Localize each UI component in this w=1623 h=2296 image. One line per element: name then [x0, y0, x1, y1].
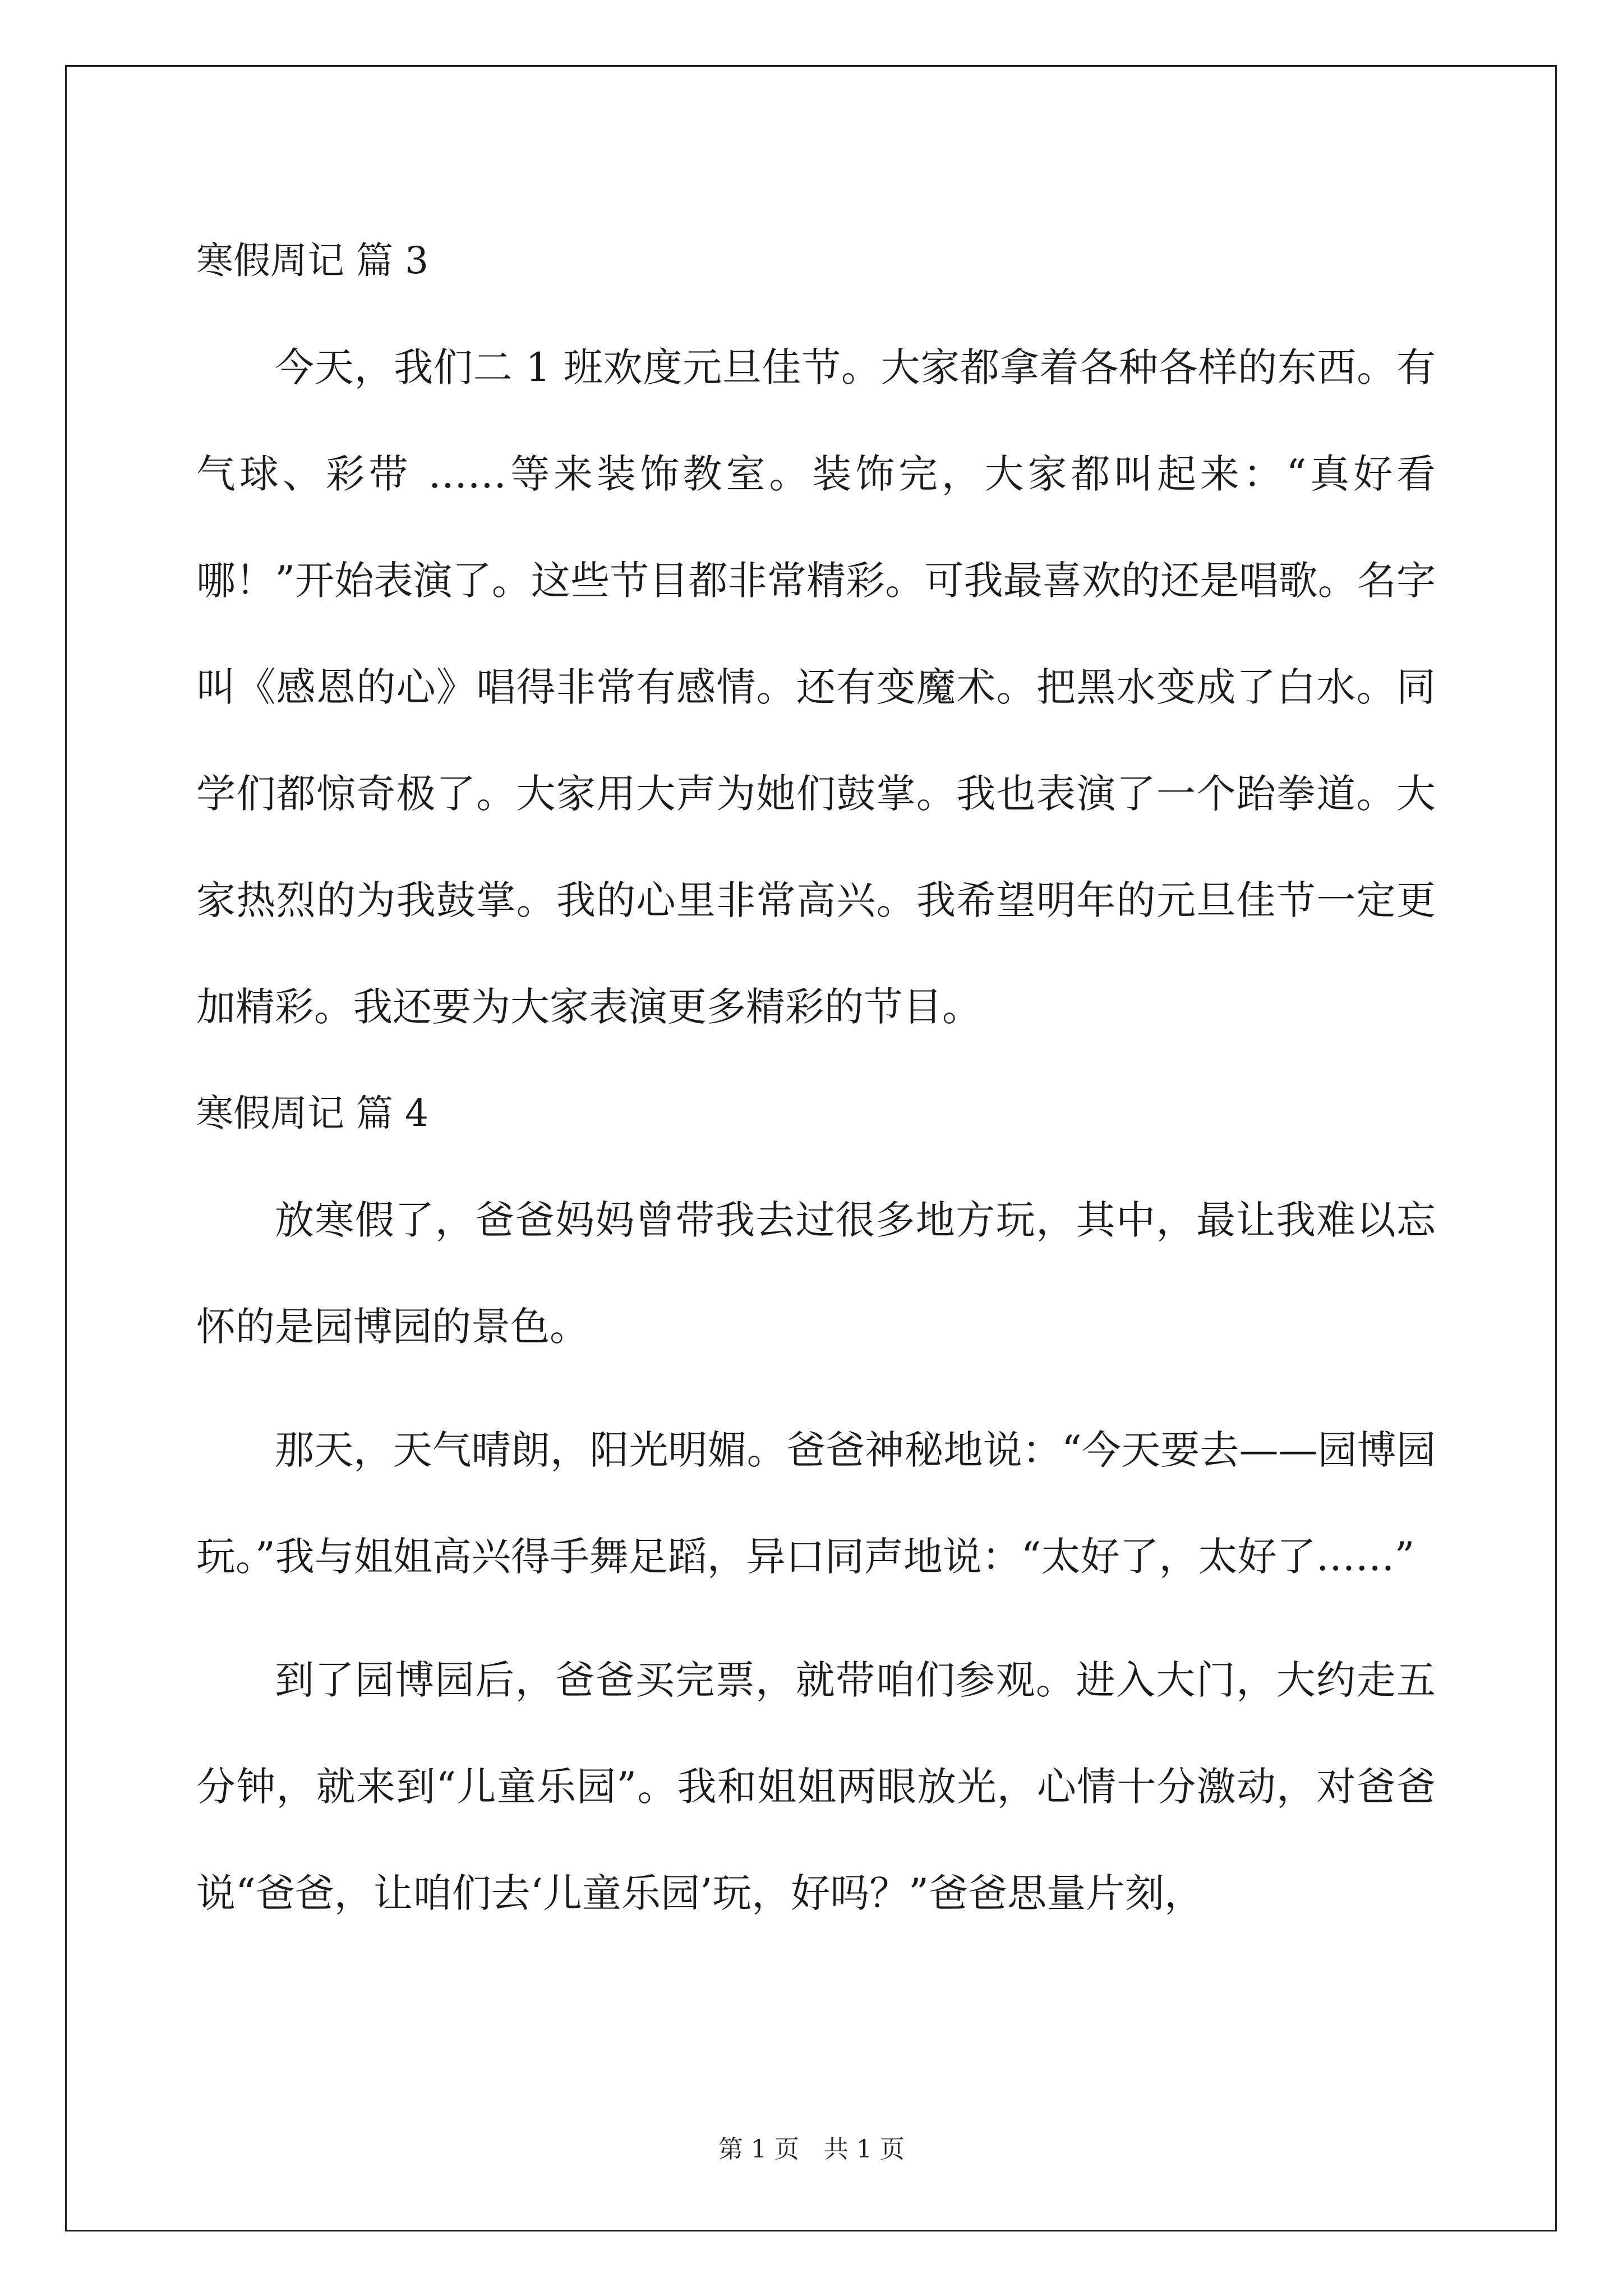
- section-heading-3: 寒假周记 篇 3: [196, 239, 428, 282]
- paragraph-gap: [196, 1610, 1436, 1627]
- paragraph-new-year: 今天，我们二 1 班欢度元旦佳节。大家都拿着各种各样的东西。有气球、彩带 ……等来装饰教室。装饰完，大家都叫起来：“真好看哪！”开始表演了。这些节目都非常精彩。可我最喜欢的还是唱歌。名字叫《感恩的心》唱得非常有感情。还有变魔术。把黑水变成了白水。同学们都惊奇极了。大家用大声为她们鼓掌。我也表演了一个跆拳道。大家热烈的为我鼓掌。我的心里非常高兴。我希望明年的元旦佳节一定更加精彩。我还要为大家表演更多精彩的节目。: [196, 344, 1436, 1030]
- paragraph-gap: [196, 1380, 1436, 1397]
- document-body: [196, 208, 1436, 1947]
- paragraph-children-park: 到了园博园后，爸爸买完票，就带咱们参观。进入大门，大约走五分钟，就来到“儿童乐园”。我和姐姐两眼放光，心情十分激动，对爸爸说“爸爸，让咱们去‘儿童乐园’玩，好吗？”爸爸思量片刻，: [196, 1657, 1436, 1916]
- section-heading-4: 寒假周记 篇 4: [196, 1092, 428, 1135]
- paragraph-winter-break: 放寒假了，爸爸妈妈曾带我去过很多地方玩，其中，最让我难以忘怀的是园博园的景色。: [196, 1197, 1436, 1350]
- paragraph-sunny-day: 那天，天气晴朗，阳光明媚。爸爸神秘地说：“今天要去——园博园玩。”我与姐姐高兴得手舞足蹈，异口同声地说：“太好了，太好了……”: [196, 1427, 1436, 1580]
- page-footer: 第 1 页 共 1 页: [718, 2135, 905, 2164]
